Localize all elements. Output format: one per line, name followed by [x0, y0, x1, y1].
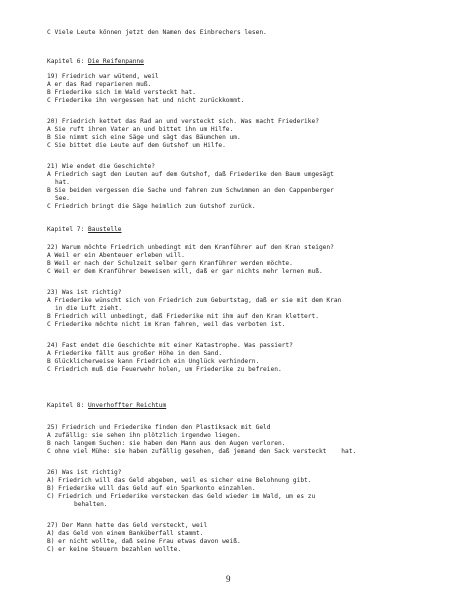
- intro-line: C Viele Leute können jetzt den Namen des Einbrechers lesen.: [47, 29, 267, 36]
- chapter-6-title: Die Reifenpanne: [88, 58, 144, 65]
- q26-option-b: B) Friederike will das Geld auf ein Sparkonto einzahlen.: [47, 485, 256, 492]
- page-number: 9: [226, 574, 231, 584]
- q23-option-a: A Friederike wünscht sich von Friedrich zum Geburtstag, daß er sie mit dem Kran: [47, 297, 342, 304]
- q22-option-a: A Weil er ein Abenteuer erleben will.: [47, 252, 185, 259]
- chapter-6-label: Kapitel 6:: [47, 58, 85, 65]
- q27-option-a: A) das Geld von einem Banküberfall stammt.: [47, 530, 204, 537]
- q21-option-b: B Sie beiden vergessen die Sache und fahren zum Schwimmen an den Cappenberger: [47, 187, 334, 194]
- chapter-8-title: Unverhoffter Reichtum: [88, 402, 167, 409]
- q21-option-b-cont: See.: [55, 195, 70, 202]
- question-27: 27) Der Mann hatte das Geld versteckt, weil: [47, 522, 208, 529]
- q26-option-c: C) Friedrich und Friederike verstecken das Geld wieder im Wald, um es zu: [47, 493, 316, 500]
- q19-option-a: A er das Rad reparieren muß.: [47, 81, 152, 88]
- q22-option-c: C Weil er dem Kranführer beweisen will, daß er gar nichts mehr lernen muß.: [47, 268, 323, 275]
- q27-option-b: B) er nicht wollte, daß seine Frau etwas davon weiß.: [47, 538, 241, 545]
- question-26: 26) Was ist richtig?: [47, 469, 122, 476]
- chapter-7-label: Kapitel 7:: [47, 226, 85, 233]
- question-22: 22) Warum möchte Friedrich unbedingt mit dem Kranführer auf den Kran steigen?: [47, 244, 334, 251]
- chapter-7-heading: [47, 226, 122, 233]
- question-24: 24) Fast endet die Geschichte mit einer Katastrophe. Was passiert?: [47, 342, 293, 349]
- question-25: 25) Friedrich und Friederike finden den Plastiksack mit Geld: [47, 424, 271, 431]
- q25-option-b: B nach langem Suchen: sie haben den Mann aus den Augen verloren.: [47, 440, 286, 447]
- q20-option-b: B Sie nimmt sich eine Säge und sägt das Bäumchen um.: [47, 134, 241, 141]
- q24-option-c: C Friedrich muß die Feuerwehr holen, um Friederike zu befreien.: [47, 366, 282, 373]
- q21-option-a: A Friedrich sagt den Leuten auf dem Gutshof, daß Friederike den Baum umgesägt: [47, 171, 334, 178]
- q20-option-a: A Sie ruft ihren Vater an und bittet ihn um Hilfe.: [47, 126, 234, 133]
- q25-option-a: A zufällig: sie sehen ihn plötzlich irgendwo liegen.: [47, 432, 241, 439]
- chapter-6-heading: [47, 58, 144, 65]
- q26-option-a: A) Friedrich will das Geld abgeben, weil es sicher eine Belohnung gibt.: [47, 477, 312, 484]
- q25-option-c: C ohne viel Mühe: sie haben zufällig gesehen, daß jemand den Sack versteckt hat.: [47, 448, 357, 455]
- question-20: 20) Friedrich kettet das Rad an und versteckt sich. Was macht Friederike?: [47, 118, 319, 125]
- chapter-8-label: Kapitel 8:: [47, 402, 85, 409]
- question-19: 19) Friedrich war wütend, weil: [47, 73, 159, 80]
- q21-option-a-cont: hat.: [55, 179, 70, 186]
- question-23: 23) Was ist richtig?: [47, 289, 122, 296]
- q23-option-c: C Friederike möchte nicht im Kran fahren, weil das verboten ist.: [47, 321, 286, 328]
- chapter-8-heading: [47, 402, 166, 409]
- q26-option-c-cont: behalten.: [74, 501, 108, 508]
- q24-option-b: B Glücklicherweise kann Friedrich ein Unglück verhindern.: [47, 358, 260, 365]
- q20-option-c: C Sie bittet die Leute auf dem Gutshof um Hilfe.: [47, 142, 226, 149]
- chapter-7-title: Baustelle: [88, 226, 122, 233]
- q21-option-c: C Friedrich bringt die Säge heimlich zum Gutshof zurück.: [47, 203, 256, 210]
- question-21: 21) Wie endet die Geschichte?: [47, 163, 156, 170]
- q24-option-a: A Friederike fällt aus großer Höhe in den Sand.: [47, 350, 223, 357]
- q22-option-b: B Weil er nach der Schulzeit selber gern Kranführer werden möchte.: [47, 260, 293, 267]
- q27-option-c: C) er keine Steuern bezahlen wollte.: [47, 546, 182, 553]
- q23-option-a-cont: in die Luft zieht.: [55, 305, 123, 312]
- q19-option-b: B Friederike sich im Wald versteckt hat.: [47, 89, 197, 96]
- q19-option-c: C Friederike ihn vergessen hat und nicht zurückkommt.: [47, 97, 245, 104]
- q23-option-b: B Friedrich will unbedingt, daß Friederike mit ihm auf den Kran klettert.: [47, 313, 319, 320]
